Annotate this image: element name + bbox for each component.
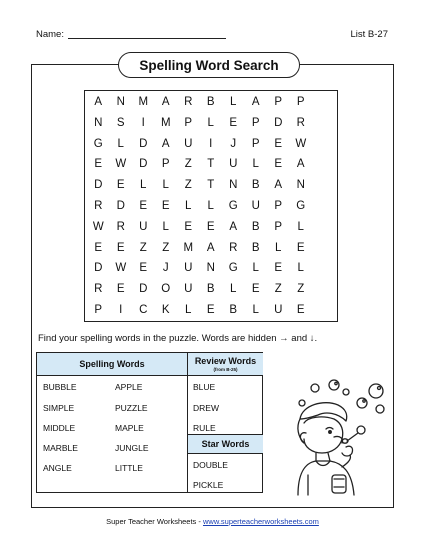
grid-letter[interactable]: B	[251, 241, 260, 254]
review-words-header	[188, 353, 263, 376]
grid-letter[interactable]: U	[251, 200, 260, 212]
grid-letter[interactable]: A	[161, 96, 170, 108]
grid-letter[interactable]: L	[207, 200, 214, 212]
list-id: List B-27	[350, 29, 388, 40]
grid-row	[87, 179, 312, 191]
spelling-word: BUBBLE	[43, 382, 77, 392]
grid-letter[interactable]: P	[251, 137, 260, 150]
grid-letter[interactable]: B	[251, 179, 260, 192]
grid-letter[interactable]: A	[161, 137, 170, 150]
review-word: DREW	[193, 403, 219, 413]
grid-letter[interactable]: U	[274, 304, 283, 316]
word-bank	[36, 352, 263, 493]
grid-letter[interactable]: W	[115, 158, 127, 171]
grid-letter[interactable]: G	[228, 200, 238, 212]
grid-letter[interactable]: P	[274, 200, 283, 212]
star-words-header: Star Words	[188, 434, 263, 454]
spelling-words-header: Spelling Words	[37, 353, 187, 376]
grid-letter[interactable]: A	[94, 96, 103, 108]
grid-letter[interactable]: N	[229, 179, 238, 192]
grid-letter[interactable]: Z	[162, 241, 170, 254]
grid-letter[interactable]: P	[251, 116, 260, 129]
name-label: Name:	[36, 29, 64, 40]
footer	[0, 517, 425, 526]
grid-letter[interactable]: L	[297, 220, 304, 233]
grid-letter[interactable]: R	[116, 220, 125, 233]
spelling-word: MIDDLE	[43, 423, 76, 433]
grid-letter[interactable]: S	[116, 116, 125, 129]
grid-letter[interactable]: E	[274, 262, 283, 275]
grid-letter[interactable]: L	[297, 262, 304, 275]
grid-letter[interactable]: P	[184, 116, 193, 129]
grid-letter[interactable]: E	[184, 220, 193, 233]
grid-row	[87, 304, 312, 316]
grid-letter[interactable]: L	[252, 262, 259, 275]
grid-letter[interactable]: M	[138, 96, 149, 108]
grid-letter[interactable]: I	[209, 137, 213, 150]
grid-letter[interactable]: B	[229, 304, 238, 316]
spelling-word: ANGLE	[43, 463, 72, 473]
grid-letter[interactable]: D	[94, 179, 103, 192]
grid-letter[interactable]: P	[274, 220, 283, 233]
grid-letter[interactable]: O	[161, 283, 171, 296]
grid-row	[87, 242, 312, 254]
grid-letter[interactable]: L	[185, 304, 192, 316]
grid-letter[interactable]: A	[206, 241, 215, 254]
footer-text: Super Teacher Worksheets -	[106, 517, 203, 526]
grid-letter[interactable]: W	[115, 262, 127, 275]
grid-letter[interactable]: E	[206, 220, 215, 233]
grid-letter[interactable]: E	[139, 200, 148, 212]
spelling-word: JUNGLE	[115, 443, 149, 453]
grid-letter[interactable]: G	[93, 137, 103, 150]
grid-row	[87, 221, 312, 233]
review-words-title: Review Words	[194, 356, 257, 366]
grid-letter[interactable]: Z	[297, 283, 305, 296]
name-field	[36, 29, 226, 40]
spelling-word: SIMPLE	[43, 403, 75, 413]
grid-letter[interactable]: R	[296, 116, 305, 129]
word-search-grid	[84, 90, 338, 322]
grid-letter[interactable]: P	[94, 304, 103, 316]
grid-row	[87, 158, 312, 170]
grid-letter[interactable]: D	[94, 262, 103, 275]
grid-letter[interactable]: E	[296, 304, 305, 316]
grid-letter[interactable]: E	[251, 283, 260, 296]
grid-letter[interactable]: E	[274, 137, 283, 150]
grid-letter[interactable]: E	[94, 241, 103, 254]
grid-letter[interactable]: L	[230, 96, 237, 108]
page-title: Spelling Word Search	[118, 52, 300, 78]
grid-letter[interactable]: R	[94, 283, 103, 296]
grid-letter[interactable]: E	[116, 179, 125, 192]
grid-letter[interactable]: A	[274, 179, 283, 192]
grid-letter[interactable]: M	[183, 241, 194, 254]
grid-letter[interactable]: L	[230, 283, 237, 296]
grid-letter[interactable]: G	[296, 200, 306, 212]
grid-letter[interactable]: Z	[139, 241, 147, 254]
grid-letter[interactable]: D	[274, 116, 283, 129]
grid-row	[87, 262, 312, 274]
grid-letter[interactable]: U	[139, 220, 148, 233]
footer-link[interactable]: www.superteacherworksheets.com	[202, 517, 319, 526]
grid-letter[interactable]: L	[162, 179, 169, 192]
spelling-word: LITTLE	[115, 463, 143, 473]
grid-letter[interactable]: L	[252, 158, 259, 171]
grid-letter[interactable]: J	[162, 262, 169, 275]
grid-letter[interactable]: Z	[184, 158, 192, 171]
grid-letter[interactable]: U	[184, 137, 193, 150]
review-word: BLUE	[193, 382, 216, 392]
grid-letter[interactable]: E	[116, 241, 125, 254]
grid-letter[interactable]: U	[184, 262, 193, 275]
grid-letter[interactable]: B	[206, 283, 215, 296]
grid-letter[interactable]: A	[251, 96, 260, 108]
grid-letter[interactable]: N	[296, 179, 305, 192]
grid-letter[interactable]: P	[296, 96, 305, 108]
grid-letter[interactable]: N	[94, 116, 103, 129]
grid-letter[interactable]: R	[229, 241, 238, 254]
grid-letter[interactable]: A	[296, 158, 305, 171]
grid-letter[interactable]: A	[229, 220, 238, 233]
name-blank-line[interactable]	[68, 38, 226, 39]
grid-letter[interactable]: L	[140, 179, 147, 192]
grid-letter[interactable]: L	[162, 220, 169, 233]
grid-letter[interactable]: L	[185, 200, 192, 212]
grid-row	[87, 96, 312, 108]
grid-letter[interactable]: D	[139, 158, 148, 171]
grid-letter[interactable]: E	[229, 116, 238, 129]
grid-letter[interactable]: E	[206, 304, 215, 316]
spelling-word: APPLE	[115, 382, 143, 392]
grid-letter[interactable]: I	[119, 304, 123, 316]
grid-letter[interactable]: P	[161, 158, 170, 171]
spelling-word: MAPLE	[115, 423, 144, 433]
grid-letter[interactable]: E	[94, 158, 103, 171]
grid-letter[interactable]: I	[141, 116, 145, 129]
grid-letter[interactable]: T	[207, 158, 215, 171]
grid-letter[interactable]: E	[161, 200, 170, 212]
grid-letter[interactable]: N	[116, 96, 125, 108]
grid-letter[interactable]: C	[139, 304, 148, 316]
grid-row	[87, 117, 312, 129]
grid-letter[interactable]: B	[206, 96, 215, 108]
spelling-word: PUZZLE	[115, 403, 148, 413]
grid-letter[interactable]: D	[139, 137, 148, 150]
review-word: RULE	[193, 423, 216, 433]
boy-blowing-bubbles-icon	[288, 375, 388, 497]
grid-letter[interactable]: E	[296, 241, 305, 254]
grid-letter[interactable]: J	[230, 137, 237, 150]
grid-letter[interactable]: D	[116, 200, 125, 212]
grid-letter[interactable]: B	[251, 220, 260, 233]
grid-row	[87, 138, 312, 150]
grid-letter[interactable]: M	[160, 116, 171, 129]
grid-letter[interactable]: K	[161, 304, 170, 316]
grid-letter[interactable]: L	[275, 241, 282, 254]
instructions: Find your spelling words in the puzzle. Words are hidden → and ↓.	[38, 333, 318, 344]
grid-letter[interactable]: Z	[274, 283, 282, 296]
star-word: PICKLE	[193, 480, 224, 490]
grid-letter[interactable]: R	[94, 200, 103, 212]
grid-letter[interactable]: E	[274, 158, 283, 171]
grid-letter[interactable]: U	[229, 158, 238, 171]
review-words-subtitle: (from B-25)	[213, 367, 238, 372]
grid-letter[interactable]: W	[92, 220, 104, 233]
grid-letter[interactable]: T	[207, 179, 215, 192]
grid-letter[interactable]: D	[139, 283, 148, 296]
star-word: DOUBLE	[193, 460, 228, 470]
grid-letter[interactable]: L	[207, 116, 214, 129]
grid-letter[interactable]: N	[206, 262, 215, 275]
grid-letter[interactable]: R	[184, 96, 193, 108]
grid-letter[interactable]: L	[252, 304, 259, 316]
grid-letter[interactable]: L	[117, 137, 124, 150]
grid-letter[interactable]: W	[295, 137, 307, 150]
spelling-word: MARBLE	[43, 443, 78, 453]
grid-letter[interactable]: U	[184, 283, 193, 296]
grid-row	[87, 200, 312, 212]
grid-letter[interactable]: E	[116, 283, 125, 296]
grid-row	[87, 283, 312, 295]
grid-letter[interactable]: Z	[184, 179, 192, 192]
grid-letter[interactable]: E	[139, 262, 148, 275]
grid-letter[interactable]: P	[274, 96, 283, 108]
grid-letter[interactable]: G	[228, 262, 238, 275]
